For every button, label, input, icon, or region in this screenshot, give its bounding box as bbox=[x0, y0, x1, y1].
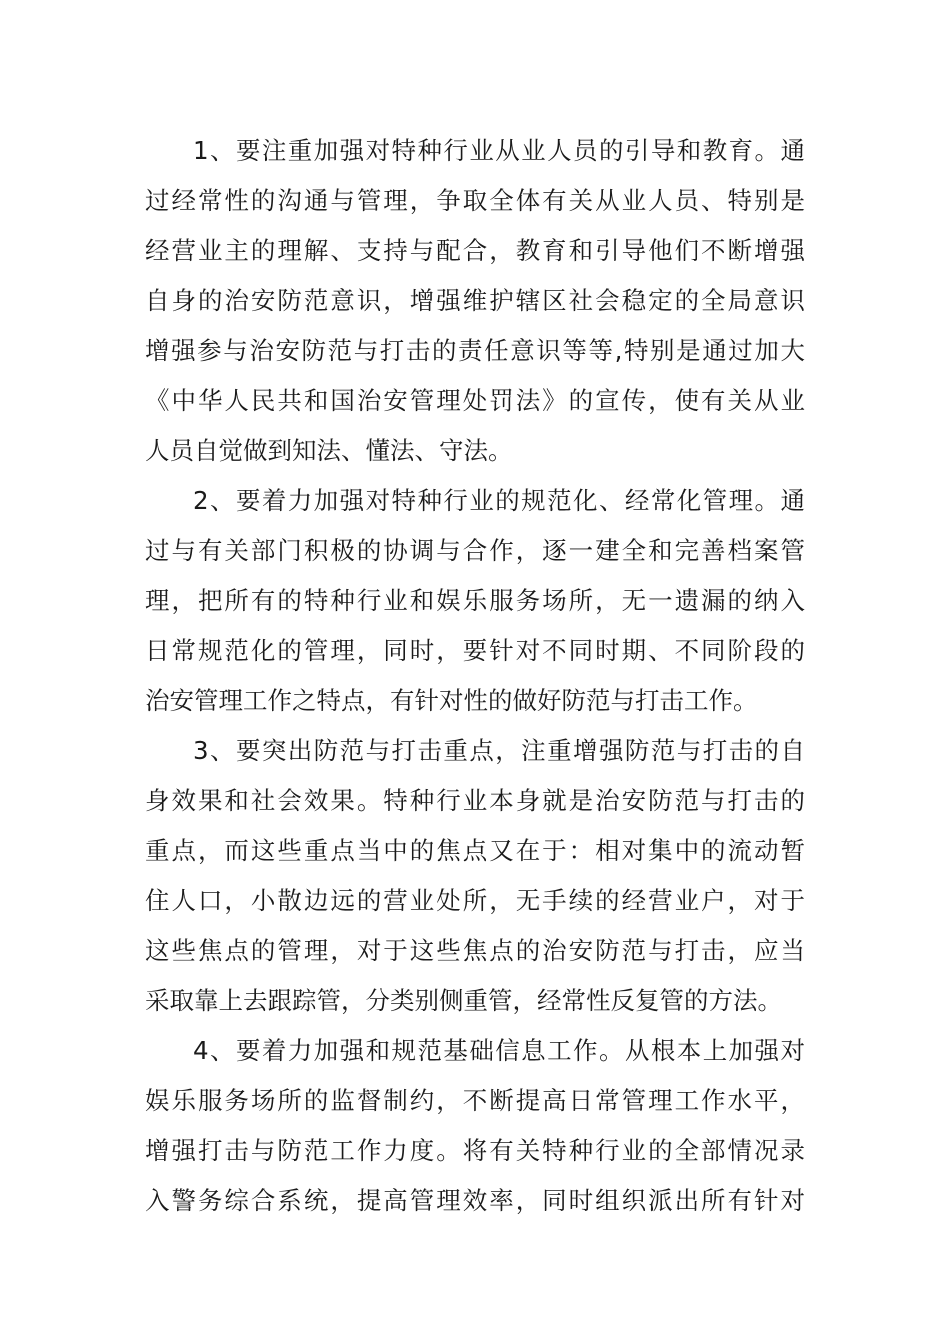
paragraph-2-line-3: 理，把所有的特种行业和娱乐服务场所，无一遗漏的纳入 bbox=[145, 586, 805, 615]
paragraph-4-line-3: 增强打击与防范工作力度。将有关特种行业的全部情况录 bbox=[145, 1136, 805, 1165]
paragraph-3-line-5: 这些焦点的管理，对于这些焦点的治安防范与打击，应当 bbox=[145, 936, 805, 965]
paragraph-3-line-1: 3、要突出防范与打击重点，注重增强防范与打击的自 bbox=[193, 736, 805, 765]
paragraph-2-line-4: 日常规范化的管理，同时，要针对不同时期、不同阶段的 bbox=[145, 636, 805, 665]
paragraph-3-line-4: 住人口，小散边远的营业处所，无手续的经营业户，对于 bbox=[145, 886, 805, 915]
paragraph-1-line-3: 经营业主的理解、支持与配合，教育和引导他们不断增强 bbox=[145, 236, 805, 265]
paragraph-1-line-1: 1、要注重加强对特种行业从业人员的引导和教育。通 bbox=[193, 136, 805, 165]
paragraph-2-line-5: 治安管理工作之特点，有针对性的做好防范与打击工作。 bbox=[145, 686, 758, 715]
paragraph-1-line-7: 人员自觉做到知法、懂法、守法。 bbox=[145, 436, 513, 465]
paragraph-1-line-6: 《中华人民共和国治安管理处罚法》的宣传，使有关从业 bbox=[145, 386, 805, 415]
paragraph-4-line-1: 4、要着力加强和规范基础信息工作。从根本上加强对 bbox=[193, 1036, 805, 1065]
paragraph-3-line-2: 身效果和社会效果。特种行业本身就是治安防范与打击的 bbox=[145, 786, 805, 815]
paragraph-2-line-1: 2、要着力加强对特种行业的规范化、经常化管理。通 bbox=[193, 486, 805, 515]
paragraph-2-line-2: 过与有关部门积极的协调与合作，逐一建全和完善档案管 bbox=[145, 536, 805, 565]
paragraph-1-line-4: 自身的治安防范意识，增强维护辖区社会稳定的全局意识 bbox=[145, 286, 805, 315]
paragraph-1-line-5: 增强参与治安防范与打击的责任意识等等,特别是通过加大 bbox=[145, 336, 805, 365]
paragraph-3-line-6: 采取靠上去跟踪管，分类别侧重管，经常性反复管的方法。 bbox=[145, 986, 782, 1015]
paragraph-4-line-4: 入警务综合系统，提高管理效率，同时组织派出所有针对 bbox=[145, 1186, 805, 1215]
paragraph-4-line-2: 娱乐服务场所的监督制约，不断提高日常管理工作水平， bbox=[145, 1086, 805, 1115]
paragraph-3-line-3: 重点，而这些重点当中的焦点又在于：相对集中的流动暂 bbox=[145, 836, 805, 865]
paragraph-1-line-2: 过经常性的沟通与管理，争取全体有关从业人员、特别是 bbox=[145, 186, 805, 215]
